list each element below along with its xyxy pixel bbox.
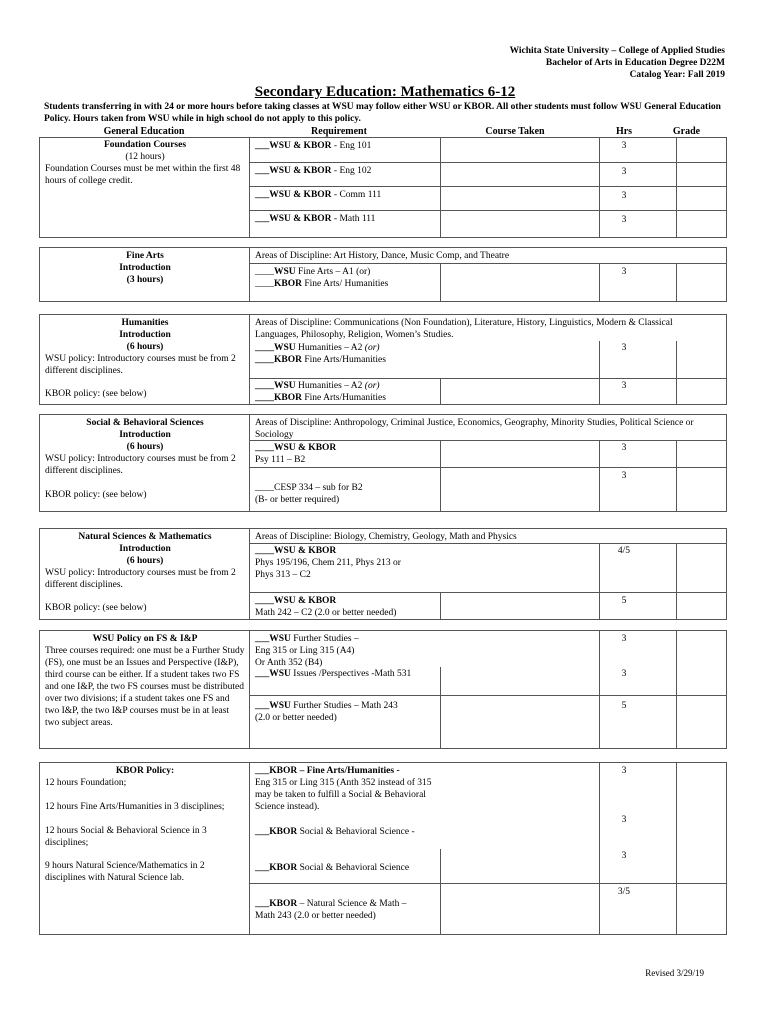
table-row: ___WSU Further Studies – Eng 315 or Ling 315 (A4) Or Anth 352 (B4) 3: [250, 631, 726, 667]
section-humanities: Humanities Introduction (6 hours) WSU policy: Introductory courses must be from 2 different disciplines. KBOR policy: (see below) Areas of Discipline: Communications (Non Foundation), Literature, History, Linguistics, Modern & Classical Languages, Philosophy, Religion, Women’s Studies. ____WSU Humanities – A2 (or) ____KBOR Fine Arts/Humanities 3 ____WSU Humanities – A2 (or) ____KBOR Fine Arts/Humanities 3: [39, 314, 727, 405]
header-block: [510, 45, 725, 81]
table-row: ___WSU & KBOR - Eng 102 3: [250, 162, 726, 187]
table-row: ____WSU Humanities – A2 (or) ____KBOR Fine Arts/Humanities 3: [250, 378, 726, 405]
table-row: ___WSU & KBOR - Eng 101 3: [250, 138, 726, 162]
table-row: ___WSU Further Studies – Math 243 (2.0 or better needed) 5: [250, 695, 726, 749]
header-degree: Bachelor of Arts in Education Degree D22M: [545, 58, 725, 68]
fine-arts-title: Fine Arts: [126, 251, 164, 261]
table-row: ___KBOR – Natural Science & Math – Math 243 (2.0 or better needed) 3/5: [250, 883, 726, 935]
table-row: ___WSU Issues /Perspectives -Math 531 3: [250, 667, 726, 695]
intro-text: Students transferring in with 24 or more hours before taking classes at WSU may follow either WSU or KBOR. All other students must follow WSU General Education Policy. Hours taken from WSU while in high school do not apply to this policy.: [44, 102, 721, 124]
table-row: ___WSU & KBOR - Math 111 3: [250, 210, 726, 238]
fsip-title: WSU Policy on FS & I&P: [92, 634, 198, 644]
section-natural-sciences: Natural Sciences & Mathematics Introduction (6 hours) WSU policy: Introductory courses must be from 2 different disciplines. KBOR policy: (see below) Areas of Discipline: Biology, Chemistry, Geology, Math and Physics ____WSU & KBOR Phys 195/196, Chem 211, Phys 213 or Phys 313 – C2 4/5 ____WSU & KBOR Math 242 – C2 (2.0 or better needed) 5: [39, 528, 727, 620]
col-general-education: General Education: [103, 126, 185, 137]
header-catalog-year: Catalog Year: Fall 2019: [629, 70, 725, 80]
table-row: ____WSU Fine Arts – A1 (or) ____KBOR Fine Arts/ Humanities 3: [250, 263, 726, 302]
foundation-hours: (12 hours): [125, 152, 165, 162]
page-title: Secondary Education: Mathematics 6-12: [254, 84, 516, 100]
kbor-title: KBOR Policy:: [115, 766, 175, 776]
table-row: ____WSU & KBOR Math 242 – C2 (2.0 or better needed) 5: [250, 592, 726, 620]
natural-areas: Areas of Discipline: Biology, Chemistry, Geology, Math and Physics: [255, 532, 517, 542]
humanities-title: Humanities: [121, 318, 169, 328]
table-row: ____WSU & KBOR Phys 195/196, Chem 211, Phys 213 or Phys 313 – C2 4/5: [250, 543, 726, 594]
col-hrs: Hrs: [615, 126, 633, 137]
revision-date: Revised 3/29/19: [645, 968, 704, 978]
social-areas: Areas of Discipline: Anthropology, Criminal Justice, Economics, Geography, Minority Studies, Political Science or Sociology: [255, 418, 694, 440]
foundation-title: Foundation Courses: [103, 140, 187, 150]
humanities-areas: Areas of Discipline: Communications (Non Foundation), Literature, History, Linguistics, Modern & Classical Languages, Philosophy, Religion, Women’s Studies.: [255, 318, 673, 340]
table-row: ___KBOR – Fine Arts/Humanities - Eng 315 or Ling 315 (Anth 352 instead of 315 may be taken to fulfill a Social & Behavioral Science instead). 3: [250, 763, 726, 813]
section-social-behavioral: Social & Behavioral Sciences Introduction (6 hours) WSU policy: Introductory courses must be from 2 different disciplines. KBOR policy: (see below) Areas of Discipline: Anthropology, Criminal Justice, Economics, Geography, Minority Studies, Political Science or Sociology ____WSU & KBOR Psy 111 – B2 3 ____CESP 334 – sub for B2 (B- or better required) 3: [39, 414, 727, 512]
table-row: ___WSU & KBOR - Comm 111 3: [250, 186, 726, 211]
fine-arts-areas: Areas of Discipline: Art History, Dance, Music Comp, and Theatre: [255, 251, 510, 261]
header-university: Wichita State University – College of Applied Studies: [509, 46, 725, 56]
table-row: ___KBOR Social & Behavioral Science - 3: [250, 813, 726, 849]
section-fs-ip: WSU Policy on FS & I&P Three courses required: one must be a Further Study (FS), one must be an Issues and Perspective (I&P), third course can be either. If a student takes two FS and one I&P, the two FS courses must be distributed over two divisions; if a student takes one FS and two I&P, the two I&P courses must be in at least two subject areas. ___WSU Further Studies – Eng 315 or Ling 315 (A4) Or Anth 352 (B4) 3 ___WSU Issues /Perspectives -Math 531 3 ___WSU Further Studies – Math 243 (2.0 or better needed) 5: [39, 630, 727, 749]
col-requirement: Requirement: [311, 126, 367, 137]
table-row: ____WSU & KBOR Psy 111 – B2 3: [250, 440, 726, 469]
section-kbor-policy: KBOR Policy: 12 hours Foundation; 12 hours Fine Arts/Humanities in 3 disciplines; 12 hours Social & Behavioral Science in 3 disciplines; 9 hours Natural Science/Mathematics in 2 disciplines with Natural Science lab. ___KBOR – Fine Arts/Humanities - Eng 315 or Ling 315 (Anth 352 instead of 315 may be taken to fulfill a Social & Behavioral Science instead). 3 ___KBOR Social & Behavioral Science - 3 ___KBOR Social & Behavioral Science 3 ___KBOR – Natural Science & Math – Math 243 (2.0 or better needed) 3/5: [39, 762, 727, 935]
foundation-note: Foundation Courses must be met within the first 48 hours of college credit.: [45, 164, 241, 186]
table-row: ____WSU Humanities – A2 (or) ____KBOR Fine Arts/Humanities 3: [250, 341, 726, 379]
col-grade: Grade: [672, 126, 701, 137]
section-fine-arts: Fine Arts Introduction (3 hours) Areas of Discipline: Art History, Dance, Music Comp, and Theatre ____WSU Fine Arts – A1 (or) ____KBOR Fine Arts/ Humanities 3: [39, 247, 727, 302]
table-row: ___KBOR Social & Behavioral Science 3: [250, 849, 726, 883]
table-row: ____CESP 334 – sub for B2 (B- or better required) 3: [250, 467, 726, 512]
section-foundation: [39, 137, 727, 238]
col-course-taken: Course Taken: [485, 126, 545, 137]
natural-title: Natural Sciences & Mathematics: [78, 532, 212, 542]
social-title: Social & Behavioral Sciences: [86, 418, 204, 428]
